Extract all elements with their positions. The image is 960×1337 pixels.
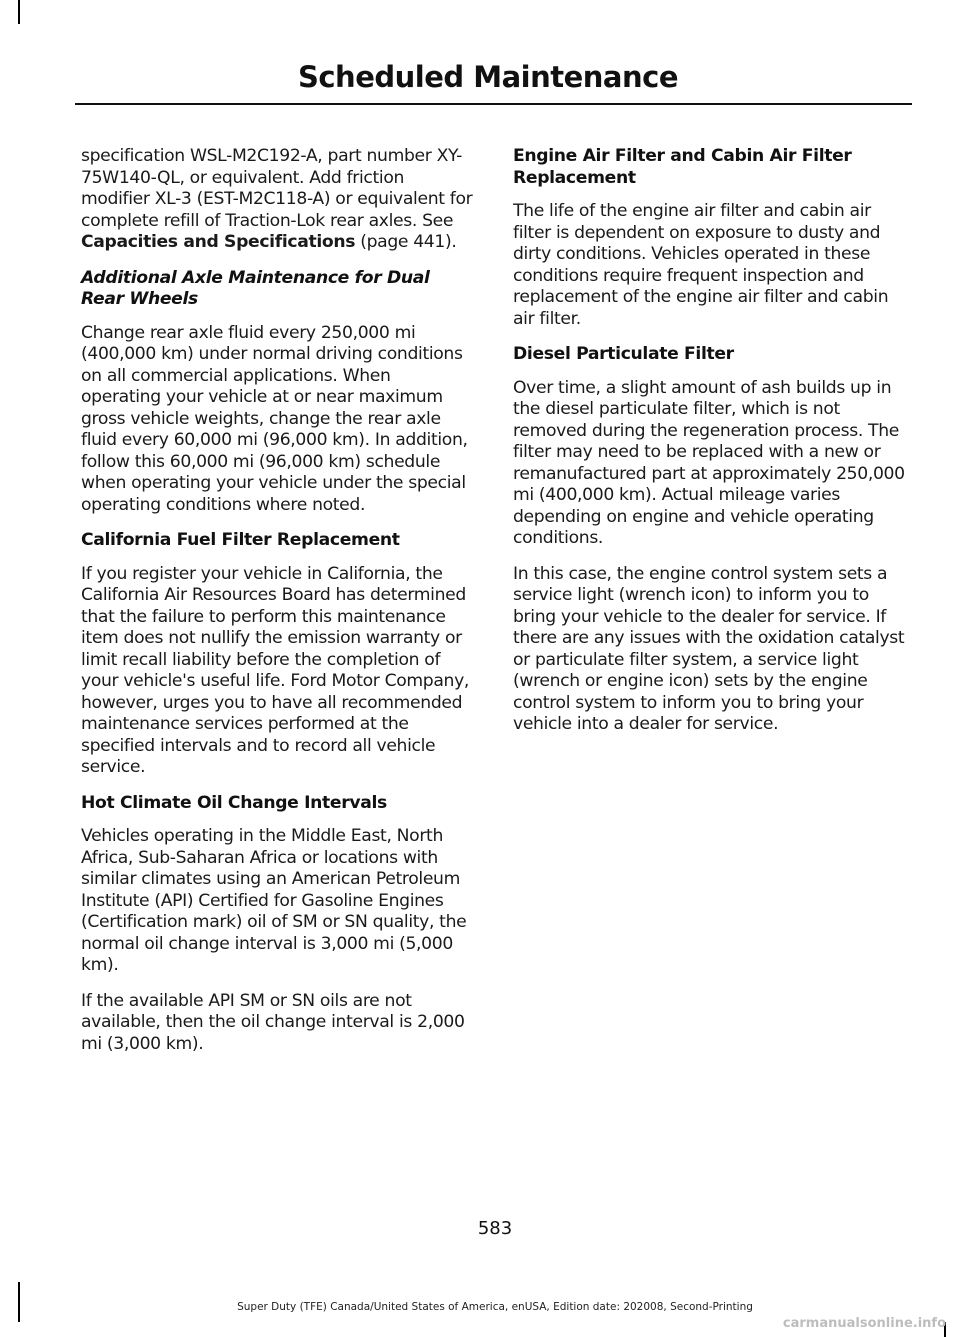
paragraph-oil-interval: If the available API SM or SN oils are not available, then the oil change interval is 2,000 mi (3,000 km).: [81, 990, 465, 1054]
crop-mark-top-left: [18, 0, 20, 24]
paragraph-air-filter: The life of the engine air filter and cabin air filter is dependent on exposure to dusty and dirty conditions. Vehicles operated in these conditions require frequent inspection and replacement of the engine air filter and cabin air filter.: [513, 201, 889, 329]
heading-hot-climate: Hot Climate Oil Change Intervals: [81, 792, 387, 813]
right-column: [513, 146, 907, 750]
paragraph-diesel-particulate: Over time, a slight amount of ash builds up in the diesel particulate filter, which is not removed during the regeneration process. The filter may need to be replaced with a new or remanufactured part at approximately 250,000 mi (400,000 km). Actual mileage varies depending on engine and vehicle operating conditions.: [513, 377, 905, 548]
heading-california-fuel-filter: California Fuel Filter Replacement: [81, 530, 400, 550]
heading-dual-rear-wheels: Additional Axle Maintenance for Dual Rear Wheels: [81, 267, 430, 309]
paragraph-axle-spec: specification WSL-M2C192-A, part number XY-75W140-QL, or equivalent. Add friction modifier XL-3 (EST-M2C118-A) or equivalent for complete refill of Traction-Lok rear axles. See Capacities and Specifications (page 441).: [81, 146, 473, 252]
edition-footer: Super Duty (TFE) Canada/United States of America, enUSA, Edition date: 202008, Second-Printing: [237, 1301, 753, 1313]
capacities-link[interactable]: Capacities and Specifications: [81, 232, 356, 252]
paragraph-axle-fluid: Change rear axle fluid every 250,000 mi (400,000 km) under normal driving conditions on all commercial applications. When operating your vehicle at or near maximum gross vehicle weights, change the rear axle fluid every 60,000 mi (96,000 km). In addition, follow this 60,000 mi (96,000 km) schedule when operating your vehicle under the special operating conditions where noted.: [81, 322, 468, 515]
page-number: 583: [477, 1218, 513, 1239]
paragraph-service-light: In this case, the engine control system sets a service light (wrench icon) to inform you to bring your vehicle to the dealer for service. If there are any issues with the oxidation catalyst or particulate filter system, a service light (wrench or engine icon) sets by the engine control system to inform you to bring your vehicle into a dealer for service.: [513, 563, 905, 734]
watermark: carmanualsonline.info: [782, 1316, 946, 1331]
page-title: Scheduled Maintenance: [297, 60, 678, 94]
heading-air-filter: Engine Air Filter and Cabin Air Filter Replacement: [513, 146, 852, 188]
heading-diesel-particulate: Diesel Particulate Filter: [513, 344, 734, 364]
paragraph-hot-climate: Vehicles operating in the Middle East, North Africa, Sub-Saharan Africa or locations with similar climates using an American Petroleum Institute (API) Certified for Gasoline Engines (Certification mark) oil of SM or SN quality, the normal oil change interval is 3,000 mi (5,000 km).: [81, 826, 467, 975]
paragraph-california: If you register your vehicle in California, the California Air Resources Board has determined that the failure to perform this maintenance item does not nullify the emission warranty or limit recall liability before the completion of your vehicle's useful life. Ford Motor Company, however, urges you to have all recommended maintenance services performed at the specified intervals and to record all vehicle service.: [81, 563, 470, 777]
left-column: [81, 146, 475, 1069]
header-divider: [75, 103, 912, 105]
